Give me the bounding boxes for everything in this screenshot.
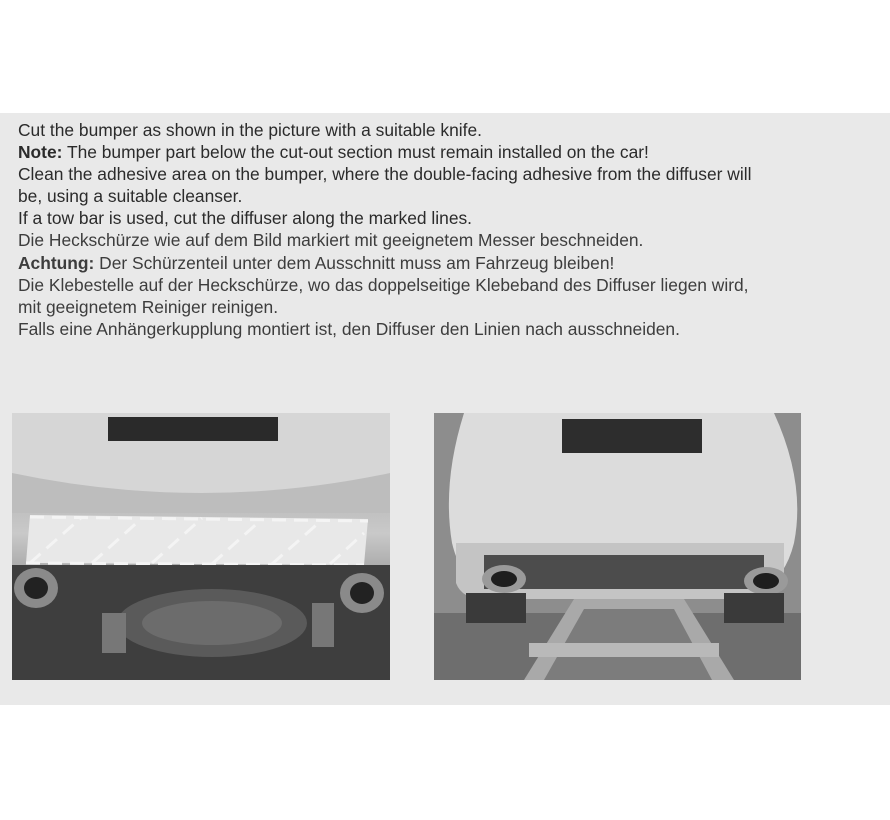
de-line-cut: Die Heckschürze wie auf dem Bild markiert mit geeignetem Messer beschneiden. [18,230,644,251]
de-line-towbar: Falls eine Anhängerkupplung montiert ist, den Diffuser den Linien nach ausschneiden. [18,318,680,339]
en-line-towbar: If a tow bar is used, cut the diffuser along the marked lines. [18,208,473,229]
note-text: The bumper part below the cut-out section must remain installed on the car! [62,142,649,163]
en-line-clean-a: Clean the adhesive area on the bumper, where the double-facing adhesive from the diffuser will [18,164,752,185]
bumper-cut-photo [12,413,390,680]
en-line-clean-b: be, using a suitable cleanser. [18,186,243,207]
en-line-cut: Cut the bumper as shown in the picture with a suitable knife. [18,120,483,140]
car-rear-photo [434,413,801,680]
instruction-sheet [0,113,890,705]
en-note [18,141,886,163]
achtung-label: Achtung: [18,252,95,273]
de-line-clean-a: Die Klebestelle auf der Heckschürze, wo das doppelseitige Klebeband des Diffuser liegen wird, [18,274,749,295]
de-achtung [18,252,886,274]
de-line-clean-b: mit geeignetem Reiniger reinigen. [18,296,279,317]
achtung-text: Der Schürzenteil unter dem Ausschnitt muss am Fahrzeug bleiben! [94,252,615,273]
note-label: Note: [18,142,63,163]
instruction-text [18,119,886,340]
